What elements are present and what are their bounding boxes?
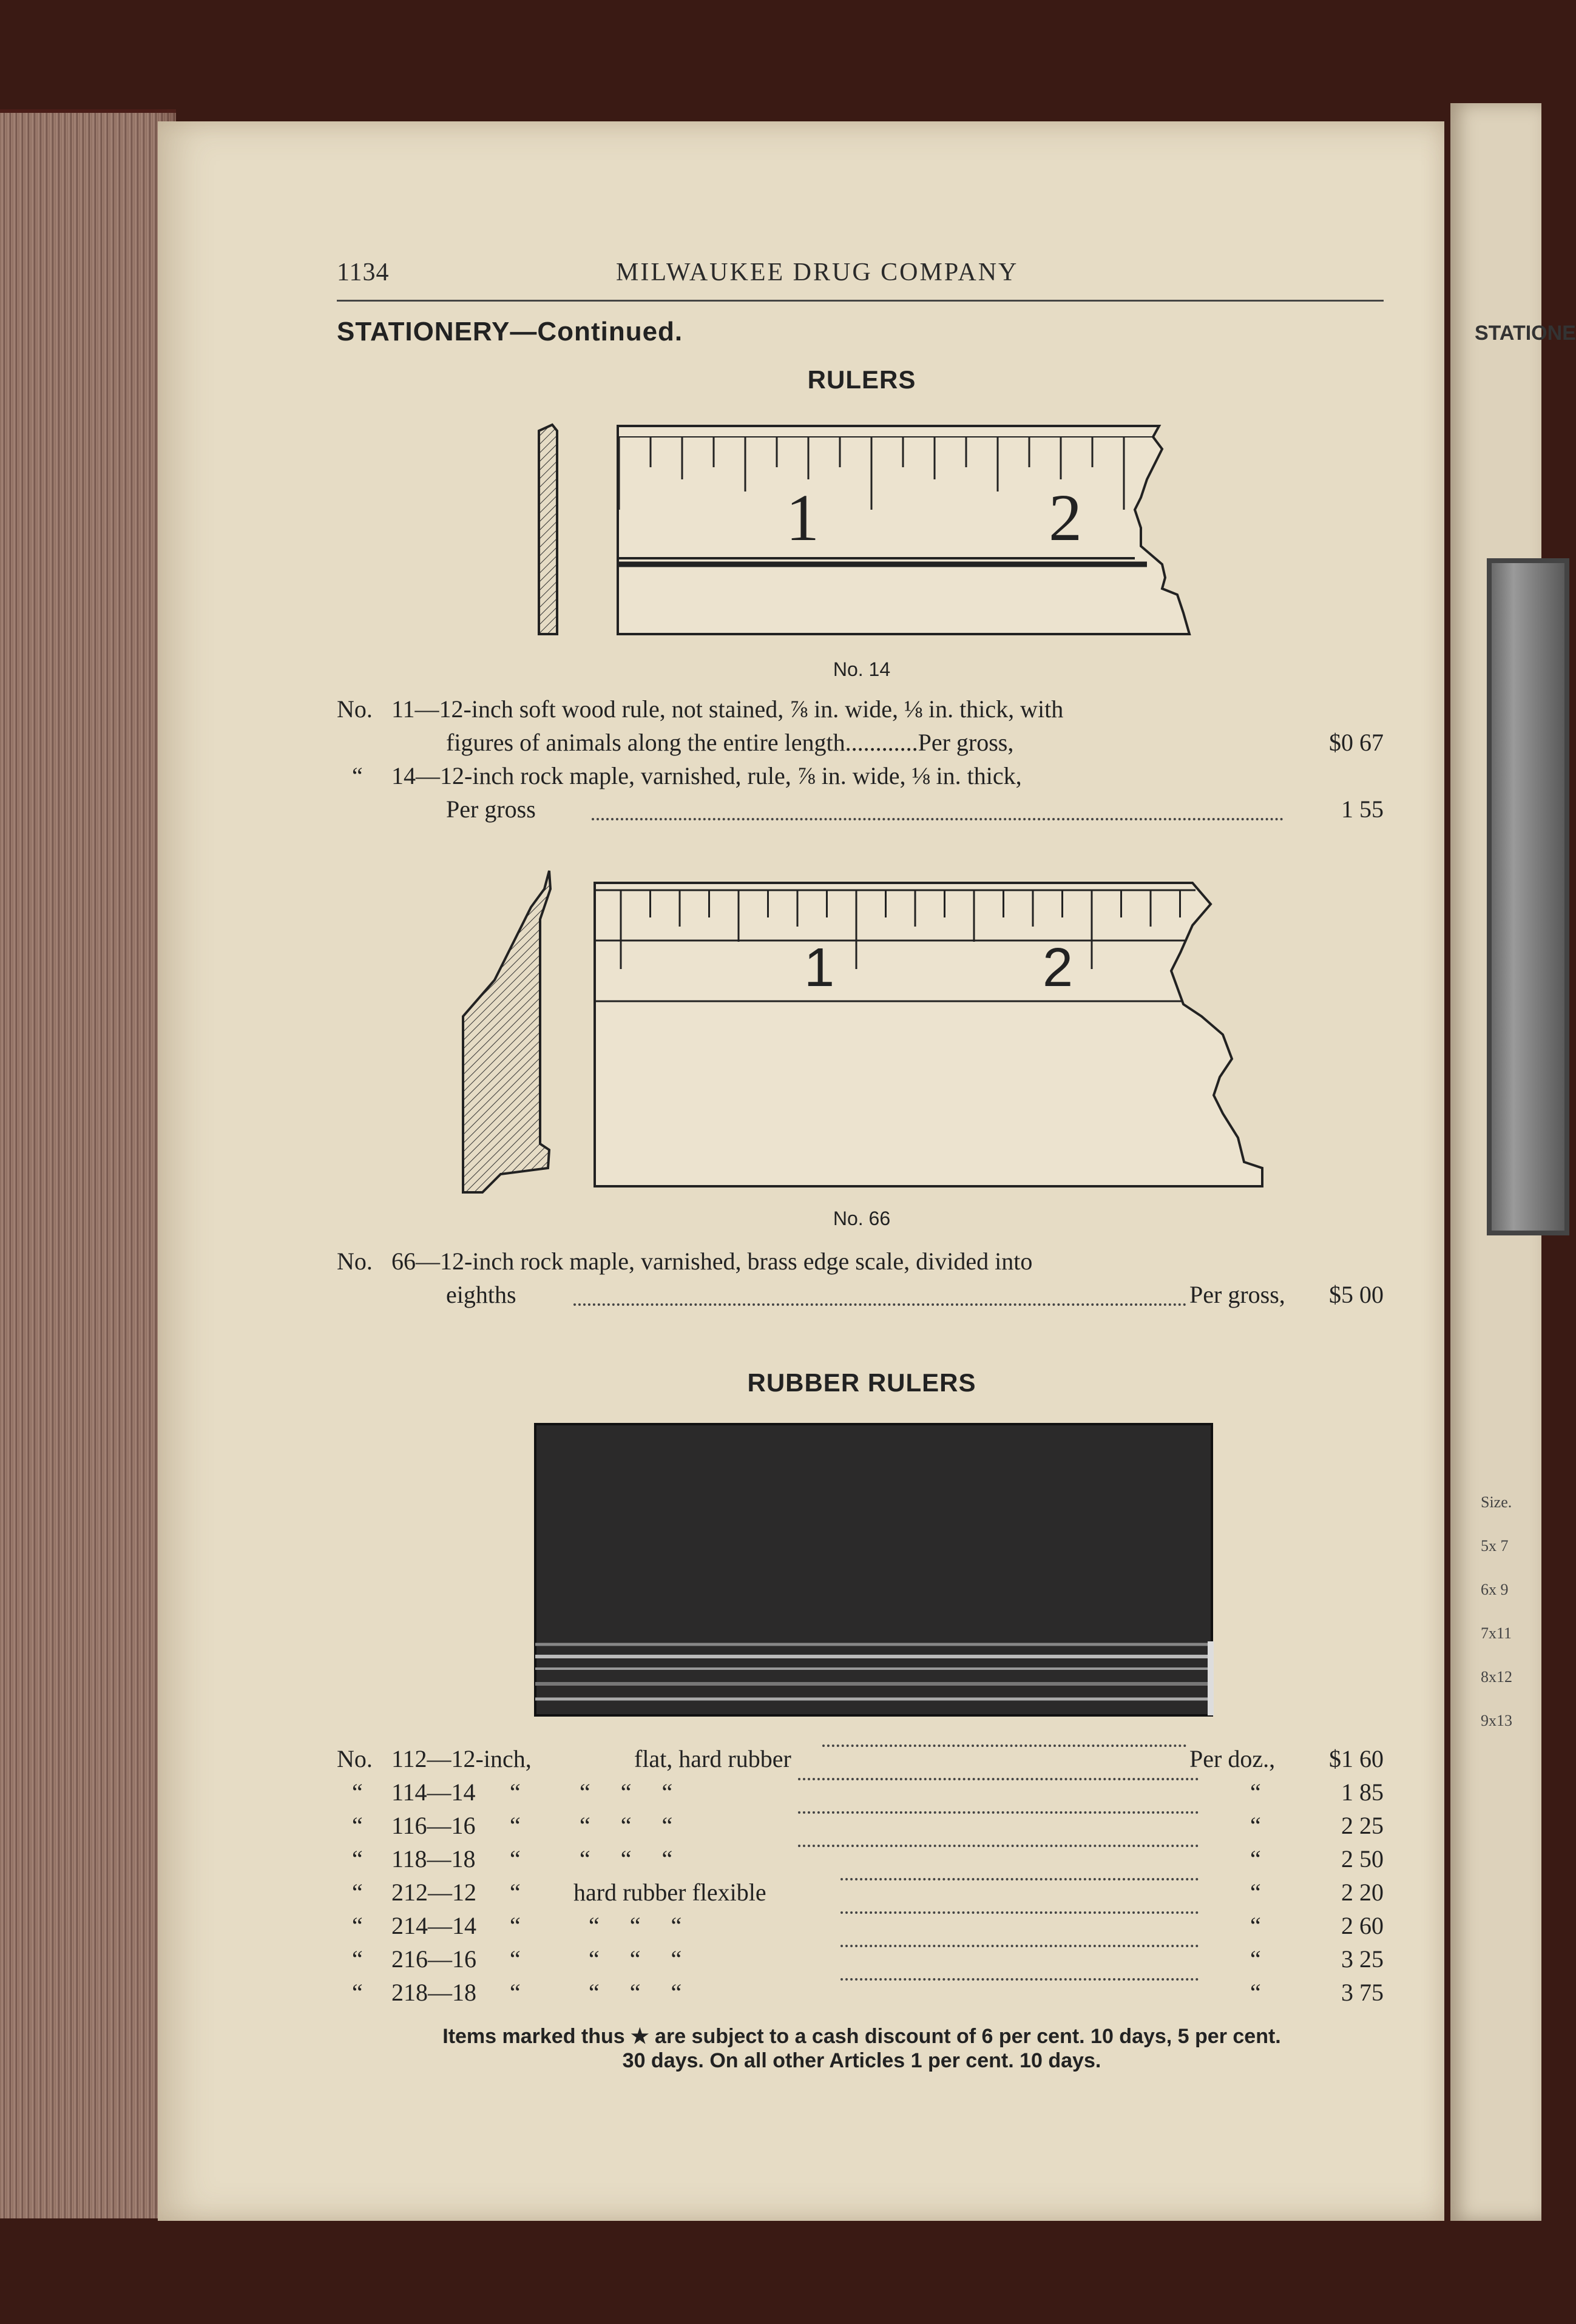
entry-price: $5 00 — [1329, 1281, 1384, 1308]
row-item: 114—14 — [391, 1778, 476, 1806]
row-unit: “ — [1250, 1979, 1261, 2006]
row-price: 3 75 — [1341, 1979, 1384, 2006]
row-prefix: “ — [352, 1912, 363, 1939]
table-row — [337, 1978, 1384, 2011]
row-desc: “ “ “ — [589, 1912, 682, 1939]
row-desc: “ “ “ — [580, 1845, 673, 1873]
row-desc: flat, hard rubber — [634, 1745, 791, 1772]
figure-caption-no66: No. 66 — [833, 1208, 891, 1229]
ruler-no14-label-1: 1 — [786, 481, 819, 555]
footnote-line-1: Items marked thus ★ are subject to a cash discount of 6 per cent. 10 days, 5 per cent. — [442, 2025, 1281, 2048]
rubber-rulers-heading: RUBBER RULERS — [747, 1368, 976, 1397]
adjacent-fragment: 7x11 — [1481, 1624, 1512, 1642]
entry-text: 11—12-inch soft wood rule, not stained, ⅞ in. wide, ⅛ in. thick, with — [391, 695, 1064, 723]
adjacent-fragment: 6x 9 — [1481, 1581, 1509, 1598]
leader-dots — [798, 1811, 1199, 1814]
entry-prefix: No. — [337, 695, 373, 723]
row-lead-quote: “ — [510, 1845, 521, 1873]
leader-dots — [822, 1745, 1186, 1747]
ruler-no14-label-2: 2 — [1049, 481, 1082, 555]
row-price: 1 85 — [1341, 1778, 1384, 1806]
row-unit: “ — [1250, 1945, 1261, 1973]
discount-footnote — [337, 2024, 1387, 2073]
row-desc: hard rubber flexible — [573, 1879, 766, 1906]
table-row — [337, 1945, 1384, 1978]
row-unit: “ — [1250, 1778, 1261, 1806]
table-row — [337, 1911, 1384, 1944]
leader-dots — [840, 1911, 1199, 1914]
row-item: 218—18 — [391, 1979, 476, 2006]
entry-price: 1 55 — [1341, 795, 1384, 823]
row-unit: “ — [1250, 1912, 1261, 1939]
page-number: 1134 — [337, 258, 390, 286]
leader-dots — [840, 1878, 1199, 1880]
row-item: 116—16 — [391, 1812, 476, 1839]
adjacent-page — [1450, 103, 1576, 2221]
row-price: 2 20 — [1341, 1879, 1384, 1906]
row-prefix: “ — [352, 1945, 363, 1973]
row-prefix: “ — [352, 1979, 363, 2006]
row-item: 214—14 — [391, 1912, 476, 1939]
book-page-edges — [0, 109, 176, 2218]
leader-dots — [573, 1303, 1186, 1306]
row-prefix: “ — [352, 1879, 363, 1906]
row-lead-quote: “ — [510, 1912, 521, 1939]
row-prefix: “ — [352, 1778, 363, 1806]
row-lead-quote: “ — [510, 1812, 521, 1839]
row-desc: “ “ “ — [580, 1812, 673, 1839]
row-desc: “ “ “ — [589, 1979, 682, 2006]
figure-caption-no14: No. 14 — [833, 658, 891, 680]
row-lead-quote: “ — [510, 1945, 521, 1973]
footnote-line-2: 30 days. On all other Articles 1 per cent. 10 days. — [622, 2049, 1101, 2073]
row-price: $1 60 — [1329, 1745, 1384, 1772]
leader-dots — [798, 1845, 1199, 1847]
table-row — [337, 1845, 1384, 1877]
header-rule — [337, 300, 1384, 302]
row-price: 2 50 — [1341, 1845, 1384, 1873]
row-item: 118—18 — [391, 1845, 476, 1873]
leader-dots — [592, 818, 1283, 820]
adjacent-page-image — [1487, 558, 1569, 1235]
row-price: 3 25 — [1341, 1945, 1384, 1973]
table-row — [337, 1811, 1384, 1844]
entry-prefix: “ — [352, 762, 363, 789]
row-unit: “ — [1250, 1879, 1261, 1906]
row-lead-quote: “ — [510, 1879, 521, 1906]
rubber-ruler-illustration — [534, 1423, 1217, 1729]
adjacent-page-title: STATIONE — [1475, 322, 1576, 345]
entry-text: 66—12-inch rock maple, varnished, brass edge scale, divided into — [391, 1248, 1033, 1275]
leader-dots — [840, 1978, 1199, 1981]
row-item: 112—12-inch, — [391, 1745, 532, 1772]
row-unit: “ — [1250, 1845, 1261, 1873]
entry-text: 14—12-inch rock maple, varnished, rule, ⅞ in. wide, ⅛ in. thick, — [391, 762, 1022, 789]
row-desc: “ “ “ — [589, 1945, 682, 1973]
entry-prefix: No. — [337, 1248, 373, 1275]
page-header — [337, 258, 1387, 294]
adjacent-page-fragments — [1481, 1481, 1541, 1743]
section-title: STATIONERY—Continued. — [337, 317, 683, 346]
table-row — [337, 1878, 1384, 1911]
entry-text: figures of animals along the entire length............Per gross, — [446, 729, 1014, 756]
ruler-no14-illustration — [528, 413, 1214, 655]
ruler-no66-label-2: 2 — [1043, 937, 1074, 998]
row-unit: Per doz., — [1189, 1745, 1276, 1772]
entry-no66-line1 — [337, 1247, 1384, 1275]
table-row — [337, 1778, 1384, 1811]
row-lead-quote: “ — [510, 1778, 521, 1806]
adjacent-fragment: 9x13 — [1481, 1712, 1512, 1729]
row-item: 212—12 — [391, 1879, 476, 1906]
row-desc: “ “ “ — [580, 1778, 673, 1806]
adjacent-fragment: Size. — [1481, 1493, 1512, 1511]
row-item: 216—16 — [391, 1945, 476, 1973]
entry-unit: Per gross, — [1189, 1281, 1285, 1308]
leader-dots — [798, 1778, 1199, 1780]
table-row — [337, 1745, 1384, 1777]
entry-price: $0 67 — [1329, 729, 1384, 756]
row-price: 2 25 — [1341, 1812, 1384, 1839]
row-prefix: No. — [337, 1745, 373, 1772]
entry-no11-line1 — [337, 695, 1384, 723]
row-unit: “ — [1250, 1812, 1261, 1839]
company-name: MILWAUKEE DRUG COMPANY — [616, 258, 1019, 286]
entry-text: eighths — [446, 1281, 516, 1308]
ruler-no66-illustration — [458, 865, 1290, 1204]
adjacent-fragment: 8x12 — [1481, 1668, 1512, 1686]
entry-text: Per gross — [446, 795, 536, 823]
adjacent-fragment: 5x 7 — [1481, 1537, 1509, 1555]
leader-dots — [840, 1945, 1199, 1947]
row-price: 2 60 — [1341, 1912, 1384, 1939]
row-prefix: “ — [352, 1845, 363, 1873]
ruler-no66-label-1: 1 — [804, 937, 835, 998]
row-prefix: “ — [352, 1812, 363, 1839]
rulers-heading: RULERS — [807, 365, 916, 394]
row-lead-quote: “ — [510, 1979, 521, 2006]
